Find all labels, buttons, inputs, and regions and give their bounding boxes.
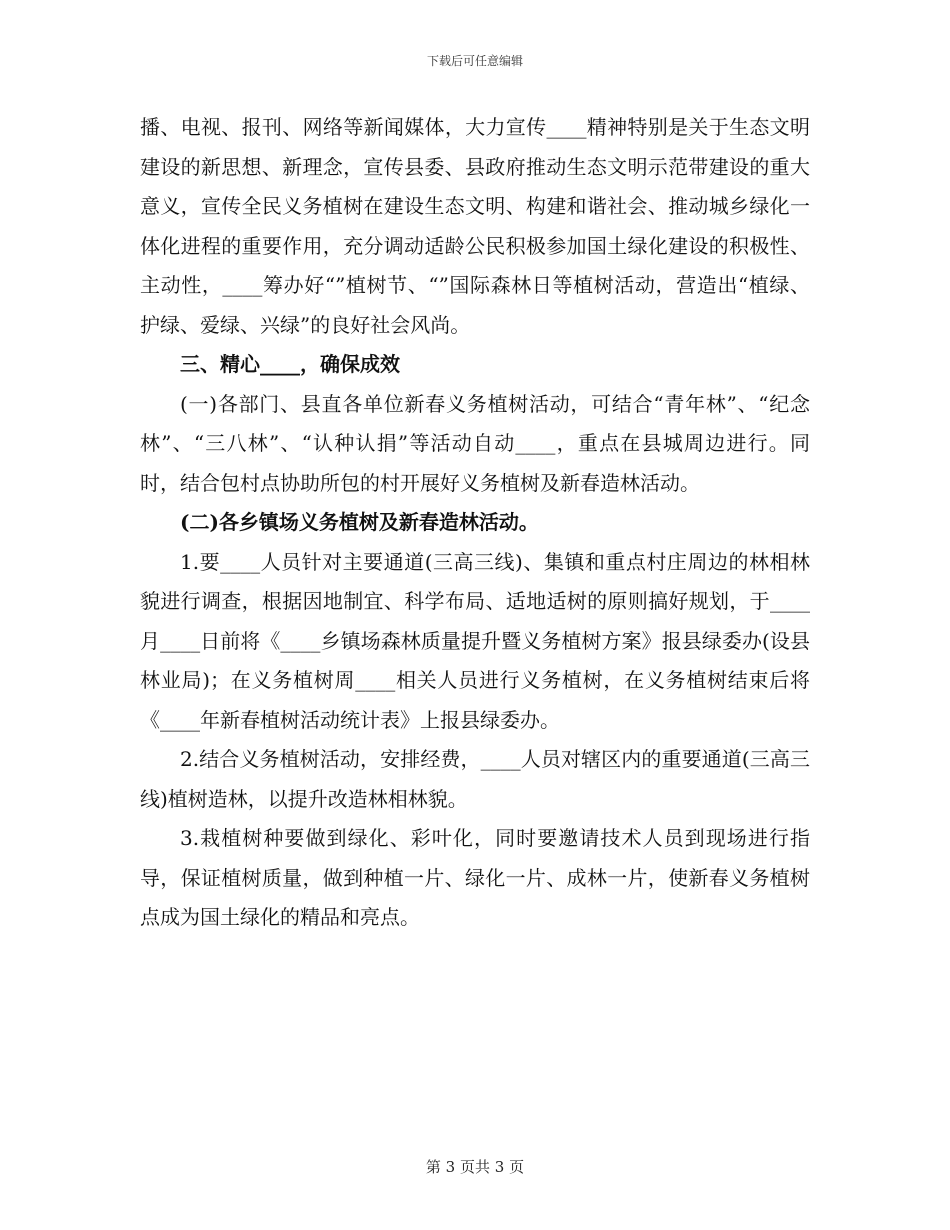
- page-header: 下载后可任意编辑: [426, 54, 523, 68]
- paragraph-item-one: (一)各部门、县直各单位新春义务植树活动，可结合“青年林”、“纪念林”、“三八林”、“认种认捐”等活动自动____，重点在县城周边进行。同时，结合包村点协助所包的村开展好义务植树及新春造林活动。: [140, 391, 810, 495]
- page-footer: 第 3 页共 3 页: [425, 1158, 525, 1176]
- paragraph-point-2: 2.结合义务植树活动，安排经费，____人员对辖区内的重要通道(三高三线)植树造林，以提升改造林相林貌。: [140, 747, 810, 811]
- document-body: [140, 108, 810, 938]
- subsection-heading-two: (二)各乡镇场义务植树及新春造林活动。: [180, 510, 539, 534]
- paragraph-media-publicity: 播、电视、报刊、网络等新闻媒体，大力宣传____精神特别是关于生态文明建设的新思想、新理念，宣传县委、县政府推动生态文明示范带建设的重大意义，宣传全民义务植树在建设生态文明、构建和谐社会、推动城乡绿化一体化进程的重要作用，充分调动适龄公民积极参加国土绿化建设的积极性、主动性，____筹办好“”植树节、“”国际森林日等植树活动，营造出“植绿、护绿、爱绿、兴绿”的良好社会风尚。: [140, 115, 810, 337]
- section-heading-three: 三、精心____，确保成效: [180, 352, 400, 376]
- paragraph-point-1: 1.要____人员针对主要通道(三高三线)、集镇和重点村庄周边的林相林貌进行调查，根据因地制宜、科学布局、适地适树的原则搞好规划，于____月____日前将《____乡镇场森林质量提升暨义务植树方案》报县绿委办(设县林业局)；在义务植树周____相关人员进行义务植树，在义务植树结束后将《____年新春植树活动统计表》上报县绿委办。: [140, 549, 810, 732]
- paragraph-point-3: 3.栽植树种要做到绿化、彩叶化，同时要邀请技术人员到现场进行指导，保证植树质量，做到种植一片、绿化一片、成林一片，使新春义务植树点成为国土绿化的精品和亮点。: [140, 826, 810, 929]
